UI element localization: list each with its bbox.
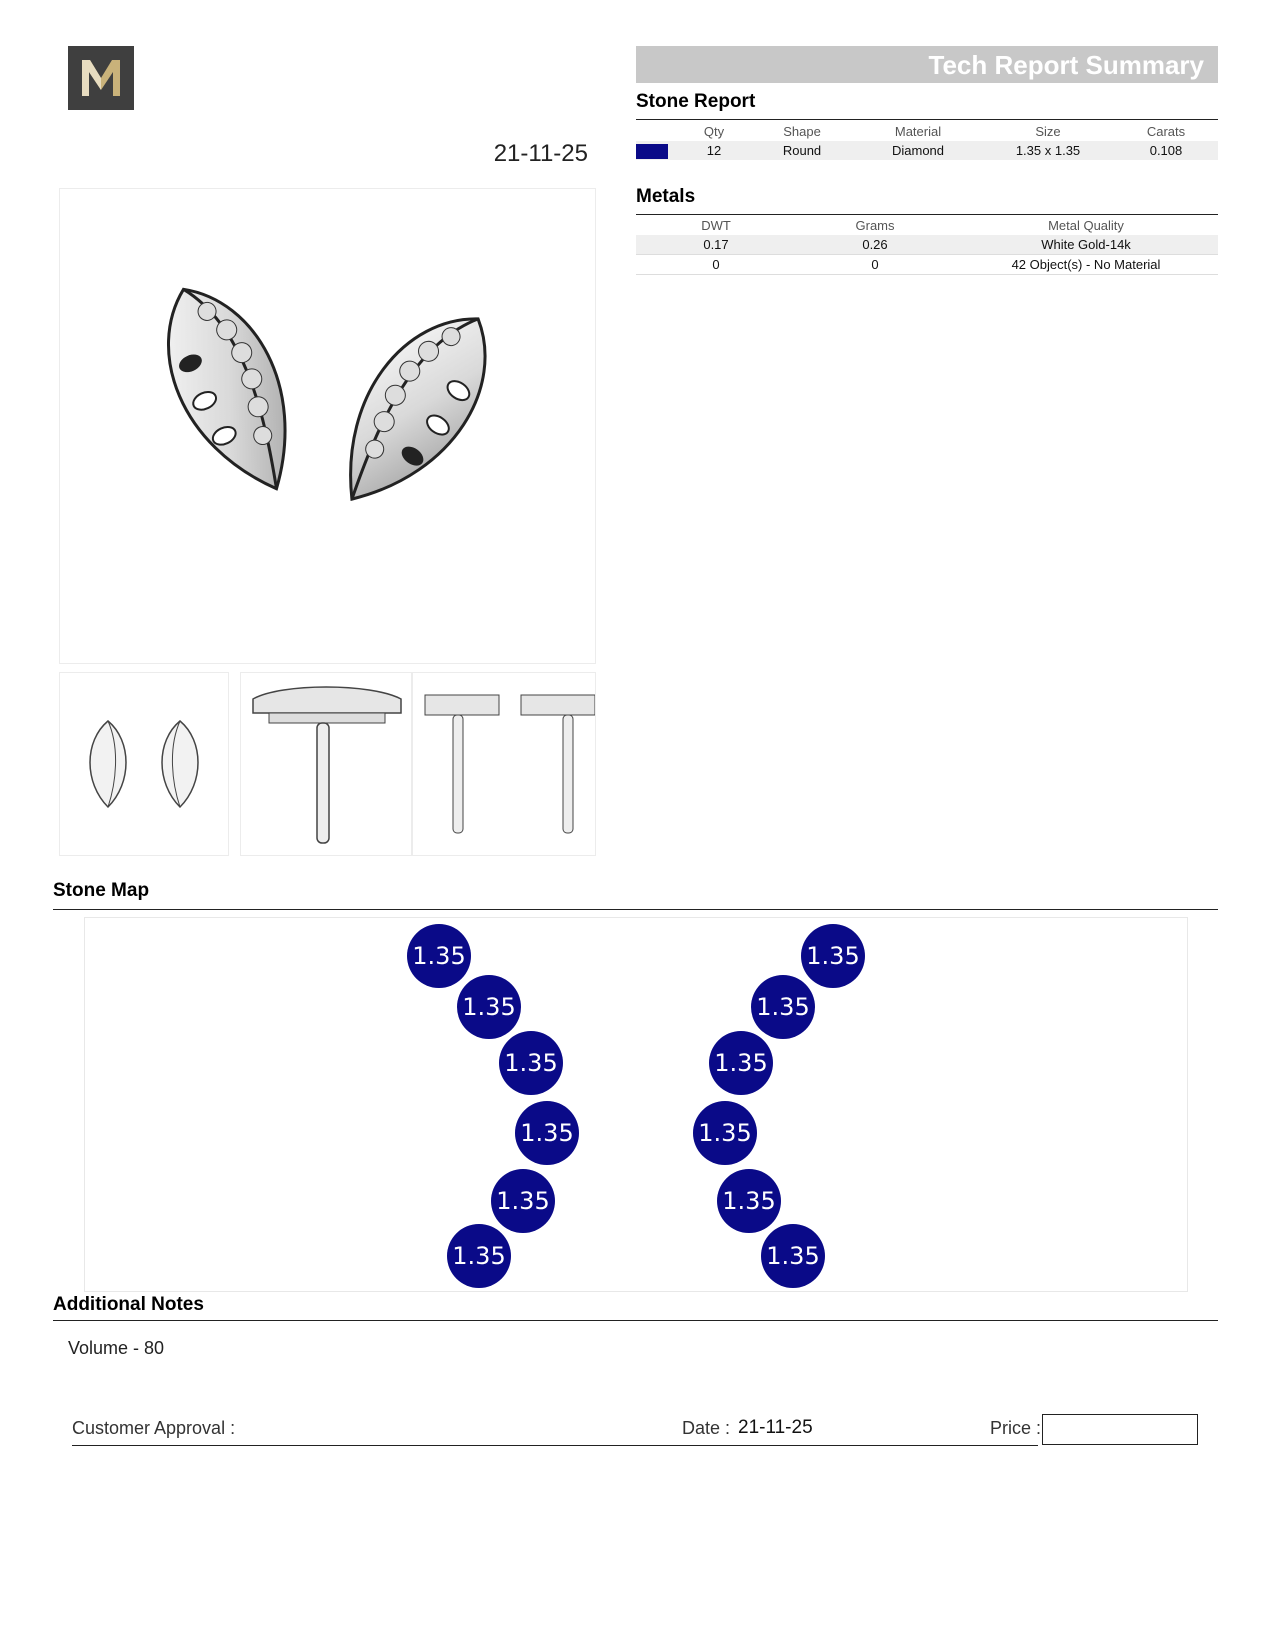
stone-marker: 1.35 bbox=[491, 1169, 555, 1233]
approval-signature-line bbox=[72, 1445, 1038, 1446]
col-metal-quality: Metal Quality bbox=[1048, 218, 1124, 233]
additional-notes-rule bbox=[53, 1320, 1218, 1321]
price-input-box[interactable] bbox=[1042, 1414, 1198, 1445]
date-value: 21-11-25 bbox=[738, 1417, 813, 1438]
report-date: 21-11-25 bbox=[493, 140, 588, 167]
logo-m-icon bbox=[68, 46, 134, 110]
col-dwt: DWT bbox=[701, 218, 731, 233]
metals-rule bbox=[636, 214, 1218, 215]
stone-map-canvas bbox=[84, 917, 1188, 1292]
thumbnail-side-view bbox=[240, 672, 412, 856]
stone-marker: 1.35 bbox=[761, 1224, 825, 1288]
metals-table bbox=[636, 216, 1218, 275]
price-label: Price : bbox=[990, 1418, 1042, 1438]
stone-marker: 1.35 bbox=[709, 1031, 773, 1095]
stone-color-swatch bbox=[636, 144, 668, 159]
table-row bbox=[636, 235, 1218, 255]
col-size: Size bbox=[1035, 124, 1061, 139]
metal-dwt: 0 bbox=[636, 255, 796, 275]
metal-quality: White Gold-14k bbox=[954, 235, 1218, 255]
date-label: Date : bbox=[682, 1418, 731, 1438]
stone-marker: 1.35 bbox=[447, 1224, 511, 1288]
customer-approval-label: Customer Approval : bbox=[72, 1418, 236, 1438]
stone-marker: 1.35 bbox=[801, 924, 865, 988]
stone-report-header-row bbox=[636, 122, 1218, 141]
col-carats: Carats bbox=[1146, 124, 1186, 139]
report-title: Tech Report Summary bbox=[928, 50, 1204, 80]
col-qty: Qty bbox=[703, 124, 725, 139]
thumbnail-front-view bbox=[59, 672, 229, 856]
metal-quality: 42 Object(s) - No Material bbox=[954, 255, 1218, 275]
col-shape: Shape bbox=[783, 124, 821, 139]
stone-map-title: Stone Map bbox=[53, 880, 150, 901]
company-logo bbox=[68, 46, 134, 110]
stone-report-rule bbox=[636, 119, 1218, 120]
stone-qty: 12 bbox=[678, 141, 750, 160]
stone-marker: 1.35 bbox=[693, 1101, 757, 1165]
col-grams: Grams bbox=[855, 218, 895, 233]
table-row bbox=[636, 141, 1218, 160]
notes-text: Volume - 80 bbox=[68, 1338, 165, 1358]
stone-material: Diamond bbox=[854, 141, 982, 160]
stone-marker: 1.35 bbox=[515, 1101, 579, 1165]
stone-shape: Round bbox=[750, 141, 854, 160]
metal-grams: 0.26 bbox=[796, 235, 954, 255]
col-material: Material bbox=[894, 124, 942, 139]
thumbnail-profile-view bbox=[412, 672, 596, 856]
metals-header-row bbox=[636, 216, 1218, 235]
earrings-render-image bbox=[60, 189, 595, 663]
stone-marker: 1.35 bbox=[717, 1169, 781, 1233]
stone-carats: 0.108 bbox=[1114, 141, 1218, 160]
stone-marker: 1.35 bbox=[499, 1031, 563, 1095]
additional-notes-title: Additional Notes bbox=[53, 1294, 204, 1315]
stone-marker: 1.35 bbox=[751, 975, 815, 1039]
hero-render-panel bbox=[59, 188, 596, 664]
table-row bbox=[636, 255, 1218, 275]
stone-marker: 1.35 bbox=[407, 924, 471, 988]
stone-marker: 1.35 bbox=[457, 975, 521, 1039]
report-header-bar bbox=[636, 46, 1218, 83]
stone-report-title: Stone Report bbox=[636, 91, 756, 112]
metals-title: Metals bbox=[636, 186, 696, 207]
metal-grams: 0 bbox=[796, 255, 954, 275]
stone-size: 1.35 x 1.35 bbox=[982, 141, 1114, 160]
stone-map-rule bbox=[53, 909, 1218, 910]
metal-dwt: 0.17 bbox=[636, 235, 796, 255]
stone-report-table bbox=[636, 122, 1218, 160]
